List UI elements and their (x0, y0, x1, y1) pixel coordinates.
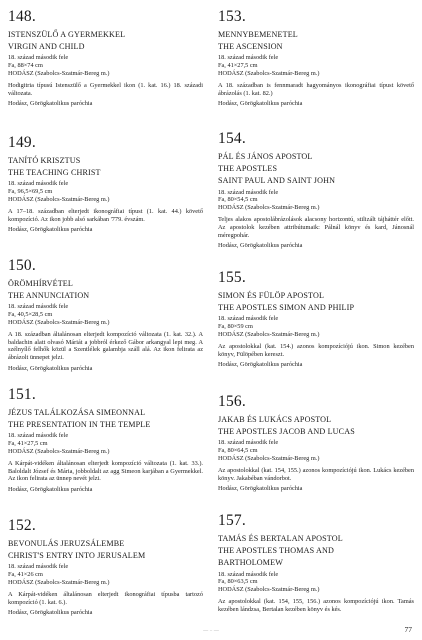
catalog-entry-151 (8, 386, 203, 494)
entry-owner: Hodász, Görögkatolikus paróchia (218, 100, 303, 108)
entry-date: 18. század második fele (8, 180, 69, 188)
entry-date: 18. század második fele (218, 570, 279, 578)
catalog-entry-154 (218, 130, 414, 250)
entry-owner: Hodász, Görögkatolikus paróchia (218, 242, 303, 250)
entry-owner: Hodász, Görögkatolikus paróchia (8, 364, 93, 372)
entry-location: HODÁSZ (Szabolcs-Szatmár-Bereg m.) (8, 70, 110, 77)
entry-description: Az apostolokkal (kat. 154, 155, 156.) azonos kompozíciójú ikon. Tamás kezében lándzsa, Bertalan kezében könyv és kés. (218, 598, 414, 613)
entry-description: Az apostolokkal (kat. 154.) azonos kompozíciójú ikon. Simon kezében könyv, Fülöpében kereszt. (218, 342, 414, 358)
entry-date: 18. század második fele (218, 315, 279, 323)
entry-owner: Hodász, Görögkatolikus paróchia (8, 609, 93, 617)
entry-title-hu: ISTENSZÜLŐ A GYERMEKKEL (8, 30, 126, 39)
entry-location: HODÁSZ (Szabolcs-Szatmár-Bereg m.) (8, 579, 110, 586)
entry-medium: Fa, 80×64,5 cm (218, 447, 258, 455)
entry-medium: Fa, 96,5×69,5 cm (8, 188, 53, 196)
entry-title-hu: JÉZUS TALÁLKOZÁSA SIMEONNAL (8, 408, 146, 417)
entry-description: Hodigitria típusú Istenszülő a Gyermekkel ikon (1. kat. 16.) 18. századi változata. (8, 81, 203, 97)
entry-number: 152. (8, 517, 36, 534)
entry-description: A 18. században általánosan elterjedt kompozíció változata (1. kat. 32.). A baldachin alatt olvasó Máriát a jobbról érkező Gábor arkangyal lepi meg. A szélnyílő felhők közül a Szentlélek galambja száll alá. Az ikon felirata az ábrázolt ünnepet jelzi. (8, 330, 203, 362)
entry-number: 150. (8, 257, 36, 274)
entry-location: HODÁSZ (Szabolcs-Szatmár-Bereg m.) (8, 448, 110, 455)
entry-date: 18. század második fele (218, 439, 279, 447)
entry-title-en: THE PRESENTATION IN THE TEMPLE (8, 420, 151, 430)
entry-number: 149. (8, 134, 36, 151)
entry-title-en: THE APOSTLES THOMAS AND (218, 546, 334, 556)
entry-number: 153. (218, 8, 246, 25)
entry-medium: Fa, 80×59 cm (218, 323, 253, 331)
catalog-entry-149 (8, 134, 203, 234)
entry-title-hu: ÖRÖMHÍRVÉTEL (8, 279, 73, 288)
entry-number: 148. (8, 8, 36, 25)
entry-number: 151. (8, 386, 36, 403)
entry-title-en: VIRGIN AND CHILD (8, 42, 85, 52)
catalog-entry-157 (218, 512, 414, 614)
entry-title-en: THE TEACHING CHRIST (8, 168, 101, 178)
entry-medium: Fa, 80×54,5 cm (218, 196, 258, 204)
entry-title-en: THE APOSTLES (218, 164, 278, 174)
entry-title-en: THE ASCENSION (218, 42, 283, 52)
entry-owner: Hodász, Görögkatolikus paróchia (218, 485, 303, 493)
entry-medium: Fa, 88×74 cm (8, 62, 43, 70)
entry-title-hu: PÁL ÉS JÁNOS APOSTOL (218, 152, 313, 161)
catalog-entry-155 (218, 269, 414, 369)
catalog-entry-156 (218, 393, 414, 493)
entry-description: Az apostolokkal (kat. 154, 155.) azonos kompozíciójú ikon. Lukács kezében könyv. Jakabéban vándorbot. (218, 466, 414, 482)
entry-owner: Hodász, Görögkatolikus paróchia (8, 100, 93, 108)
catalog-entry-150 (8, 257, 203, 373)
entry-number: 157. (218, 512, 246, 529)
entry-number: 156. (218, 393, 246, 410)
catalog-entry-148 (8, 8, 203, 108)
catalog-entry-153 (218, 8, 414, 108)
entry-title-hu: SIMON ÉS FÜLÖP APOSTOL (218, 291, 325, 300)
entry-title-en: CHRIST'S ENTRY INTO JERUSALEM (8, 551, 146, 561)
catalog-entry-152 (8, 517, 203, 617)
entry-title-hu: JAKAB ÉS LUKÁCS APOSTOL (218, 415, 332, 424)
entry-date: 18. század második fele (8, 432, 69, 440)
entry-description: A Kárpát-vidéken általánosan elterjedt kompozíció változata (1. kat. 33.). Baloldalt József és Mária, jobboldalt az agg Simeon karjában a Gyermekkel. Az ikon felirata az ünnep nevét jelzi. (8, 459, 203, 483)
entry-number: 154. (218, 130, 246, 147)
entry-location: HODÁSZ (Szabolcs-Szatmár-Bereg m.) (8, 196, 110, 203)
entry-location: HODÁSZ (Szabolcs-Szatmár-Bereg m.) (218, 331, 320, 338)
entry-location: HODÁSZ (Szabolcs-Szatmár-Bereg m.) (218, 204, 320, 212)
entry-title-hu: MENNYBEMENETEL (218, 30, 298, 39)
entry-description: A Kárpát-vidéken általánosan elterjedt ikonográfiai típusba tartozó kompozíció (1. kat. 6.). (8, 590, 203, 606)
entry-owner: Hodász, Görögkatolikus paróchia (8, 486, 93, 494)
entry-location: HODÁSZ (Szabolcs-Szatmár-Bereg m.) (218, 70, 320, 77)
entry-title-en-line2: BARTHOLOMEW (218, 558, 284, 568)
entry-title-en-line2: SAINT PAUL AND SAINT JOHN (218, 176, 336, 186)
page-number: 77 (404, 625, 412, 634)
entry-location: HODÁSZ (Szabolcs-Szatmár-Bereg m.) (218, 586, 320, 594)
entry-location: HODÁSZ (Szabolcs-Szatmár-Bereg m.) (8, 319, 110, 326)
entry-description: A 17–18. században elterjedt ikonográfiai típust (1. kat. 44.) követő kompozíció. Az ikon jobb alsó sarkában '779. évszám. (8, 207, 203, 223)
entry-description: A 18. században is fennmaradt hagyományos ikonográfiai típust követő ábrázolás (1. kat. 82.) (218, 81, 414, 97)
entry-title-hu: TAMÁS ÉS BERTALAN APOSTOL (218, 534, 343, 543)
footer-mark: — ·· — (203, 629, 219, 634)
entry-medium: Fa, 80×63,5 cm (218, 578, 258, 586)
entry-medium: Fa, 41×26 cm (8, 571, 43, 579)
entry-date: 18. század második fele (8, 563, 69, 571)
entry-owner: Hodász, Görögkatolikus paróchia (8, 226, 93, 234)
entry-date: 18. század második fele (218, 188, 279, 196)
entry-title-hu: BEVONULÁS JERUZSÁLEMBE (8, 539, 125, 548)
entry-medium: Fa, 41×27,5 cm (218, 62, 258, 70)
entry-title-en: THE APOSTLES JACOB AND LUCAS (218, 427, 355, 437)
entry-medium: Fa, 40,5×28,5 cm (8, 311, 53, 319)
entry-title-en: THE APOSTLES SIMON AND PHILIP (218, 303, 355, 313)
entry-title-en: THE ANNUNCIATION (8, 291, 90, 301)
entry-owner: Hodász, Görögkatolikus paróchia (218, 361, 303, 369)
entry-medium: Fa, 41×27,5 cm (8, 440, 48, 448)
entry-date: 18. század második fele (8, 303, 69, 311)
entry-number: 155. (218, 269, 246, 286)
entry-location: HODÁSZ (Szabolcs-Szatmár-Bereg m.) (218, 455, 320, 462)
entry-title-hu: TANÍTÓ KRISZTUS (8, 156, 81, 165)
entry-date: 18. század második fele (218, 54, 279, 62)
entry-description: Teljes alakos apostolábrázolások alacsony horizontú, stilizált tájháttér előtt. Az apostolok kezében attribútumaik: Pálnál könyv és kard, Jánosnál méregpohár. (218, 216, 414, 239)
entry-date: 18. század második fele (8, 54, 69, 62)
